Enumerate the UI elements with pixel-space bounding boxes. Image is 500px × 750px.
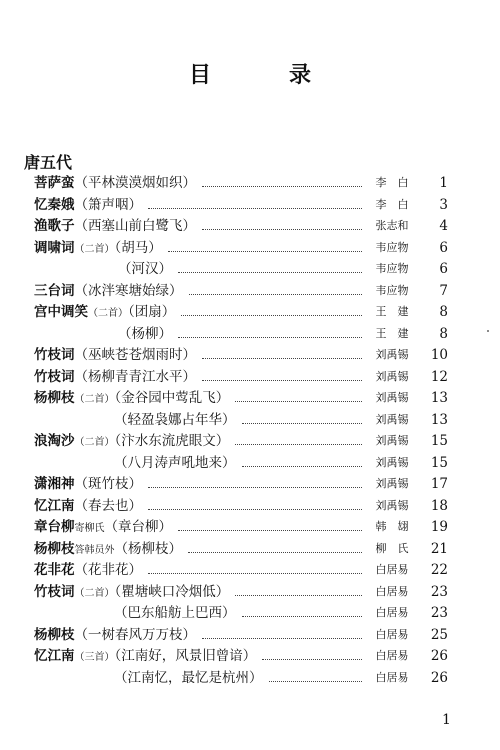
author-name: 白居易	[375, 627, 409, 641]
tune-name: 忆江南	[34, 497, 75, 514]
toc-entry	[0, 194, 500, 216]
author-name: 韩 翃	[375, 520, 409, 533]
page-ref: 10	[430, 347, 448, 363]
tune-note: 答韩员外	[74, 544, 115, 556]
toc-entry	[0, 215, 500, 237]
page-ref: 8	[439, 325, 448, 342]
first-line: （箫声咽）	[74, 196, 142, 213]
page-ref: 1	[439, 175, 448, 191]
author-name: 白居易	[375, 670, 409, 684]
toc-entry-title	[34, 432, 229, 452]
toc-entry-title	[34, 647, 256, 667]
toc-entry	[0, 430, 500, 452]
dot-leader	[178, 524, 362, 531]
dot-leader	[202, 352, 362, 359]
author-name: 刘禹锡	[375, 434, 409, 447]
toc-entry-title	[114, 454, 236, 472]
section-heading: 唐五代	[24, 153, 73, 172]
dot-leader	[235, 438, 362, 445]
first-line: （团扇）	[128, 304, 176, 320]
author-name: 白居易	[375, 584, 409, 598]
tune-name: 三台词	[34, 282, 75, 299]
toc-entry-title	[34, 626, 196, 644]
dot-leader	[202, 223, 362, 230]
tune-name: 杨柳枝	[34, 540, 75, 557]
tune-name: 竹枝词	[34, 347, 75, 363]
toc-entry	[0, 624, 500, 646]
toc-entry-title	[34, 196, 142, 214]
page-ref: 7	[439, 282, 448, 299]
toc-entry	[0, 581, 500, 603]
first-line: （杨柳枝）	[114, 540, 182, 557]
dot-leader	[235, 589, 362, 596]
dot-leader	[242, 610, 362, 617]
tune-note: （二首）	[74, 243, 115, 255]
author-name: 刘禹锡	[375, 391, 409, 404]
author-name: 张志和	[375, 219, 409, 232]
tune-name: 竹枝词	[34, 368, 75, 385]
author-name: 李 白	[375, 197, 409, 211]
tune-name: 调啸词	[34, 239, 75, 256]
page-ref: 4	[439, 218, 448, 234]
toc-entry	[0, 516, 500, 538]
toc-entry-title	[118, 325, 172, 343]
dot-leader	[242, 417, 362, 424]
page-ref: 15	[430, 433, 448, 449]
first-line: （瞿塘峡口冷烟低）	[114, 583, 230, 600]
dot-leader	[148, 503, 362, 510]
page-ref: 19	[430, 519, 448, 535]
author-name: 韦应物	[375, 262, 409, 275]
toc-entry-title	[34, 497, 142, 515]
first-line: （八月涛声吼地来）	[114, 454, 236, 471]
toc-entry-title	[114, 411, 236, 429]
author-name: 白居易	[375, 649, 409, 662]
first-line: （汴水东流虎眼文）	[114, 433, 230, 449]
toc-entry-title	[34, 239, 162, 259]
page-ref: 26	[430, 669, 448, 686]
toc-entry	[0, 344, 500, 366]
tune-name: 浪淘沙	[34, 433, 75, 449]
tune-name: 渔歌子	[34, 218, 75, 234]
toc-entry-title	[34, 518, 172, 538]
toc-entry-title	[34, 561, 142, 579]
dot-leader	[148, 202, 362, 209]
dot-leader	[202, 374, 362, 381]
tune-note: （二首）	[74, 587, 115, 599]
first-line: （章台柳）	[104, 519, 172, 535]
dot-leader	[148, 567, 362, 574]
dot-leader	[269, 675, 362, 682]
tune-name: 竹枝词	[34, 583, 75, 600]
toc-entry-title	[34, 282, 183, 300]
toc-entry	[0, 409, 500, 431]
first-line: （胡马）	[114, 239, 162, 256]
page-ref: 17	[430, 476, 448, 492]
toc-entry-title	[34, 303, 175, 323]
tune-note: （二首）	[74, 437, 115, 448]
first-line: （轻盈袅娜占年华）	[114, 411, 236, 428]
author-name: 刘禹锡	[375, 455, 409, 469]
tune-note: 寄柳氏	[74, 523, 105, 534]
toc-entry-title	[34, 583, 229, 603]
first-line: （春去也）	[74, 497, 142, 514]
author-name: 王 建	[375, 305, 409, 318]
tune-name: 杨柳枝	[34, 390, 75, 406]
dot-leader	[148, 481, 362, 488]
page-ref: 18	[430, 497, 448, 514]
toc-entry-title	[34, 174, 196, 192]
first-line: （冰泮寒塘始绿）	[74, 282, 183, 299]
page-ref: 6	[439, 239, 448, 256]
first-line: （一树春风万万枝）	[74, 626, 196, 643]
tune-name: 章台柳	[34, 519, 75, 535]
first-line: （江南好，风景旧曾谙）	[114, 648, 257, 664]
tune-name: 花非花	[34, 562, 75, 578]
page-ref: 13	[430, 390, 448, 406]
tune-name: 忆秦娥	[34, 196, 75, 213]
toc-entry	[0, 645, 500, 667]
tune-note: （二首）	[74, 394, 115, 405]
dot-leader	[189, 288, 362, 295]
page-ref: 23	[430, 583, 448, 600]
first-line: （杨柳青青江水平）	[74, 368, 196, 385]
dot-leader	[168, 245, 362, 252]
page-ref: 6	[439, 261, 448, 277]
toc-entry-title	[114, 604, 236, 622]
tune-name: 杨柳枝	[34, 626, 75, 643]
scan-speck	[487, 330, 489, 332]
toc-entry	[0, 667, 500, 689]
toc-entry	[0, 473, 500, 495]
first-line: （杨柳）	[118, 325, 172, 342]
dot-leader	[181, 309, 362, 316]
toc-entry	[0, 237, 500, 259]
dot-leader	[242, 460, 362, 467]
toc-entry	[0, 301, 500, 323]
first-line: （金谷园中莺乱飞）	[114, 390, 230, 406]
toc-entry-title	[34, 217, 196, 235]
first-line: （花非花）	[74, 562, 142, 578]
dot-leader	[188, 546, 362, 553]
dot-leader	[178, 266, 362, 273]
toc-entry	[0, 323, 500, 345]
toc-entry-title	[114, 669, 263, 687]
toc-entry	[0, 495, 500, 517]
page-ref: 22	[430, 562, 448, 578]
author-name: 刘禹锡	[375, 369, 409, 383]
toc-entry	[0, 452, 500, 474]
tune-note: （三首）	[74, 652, 115, 663]
toc-entry-title	[34, 389, 229, 409]
page-ref: 15	[430, 454, 448, 471]
tune-note: （二首）	[88, 308, 128, 319]
toc-entry	[0, 366, 500, 388]
first-line: （江南忆，最忆是杭州）	[114, 669, 263, 686]
toc-entry	[0, 258, 500, 280]
tune-name: 菩萨蛮	[34, 175, 75, 191]
toc-entry-title	[34, 540, 182, 560]
first-line: （巴东船舫上巴西）	[114, 605, 236, 621]
author-name: 韦应物	[375, 283, 409, 297]
author-name: 王 建	[375, 326, 409, 340]
toc-entry	[0, 172, 500, 194]
author-name: 韦应物	[375, 240, 409, 254]
first-line: （巫峡苍苍烟雨时）	[74, 347, 196, 363]
tune-name: 潇湘神	[34, 476, 75, 492]
dot-leader	[262, 653, 362, 660]
author-name: 柳 氏	[375, 541, 409, 555]
author-name: 刘禹锡	[375, 348, 409, 361]
toc-entry-title	[34, 346, 196, 364]
author-name: 白居易	[375, 563, 409, 576]
toc-entry	[0, 280, 500, 302]
dot-leader	[202, 180, 362, 187]
toc-entry	[0, 602, 500, 624]
page-ref: 26	[430, 648, 448, 664]
toc-entry	[0, 538, 500, 560]
page-ref: 13	[430, 411, 448, 428]
toc-entry	[0, 559, 500, 581]
dot-leader	[202, 632, 362, 639]
author-name: 李 白	[375, 176, 409, 189]
author-name: 刘禹锡	[375, 412, 409, 426]
page-ref: 12	[430, 368, 448, 385]
page-ref: 23	[430, 605, 448, 621]
page-ref: 25	[430, 626, 448, 643]
page-number: 1	[442, 712, 451, 728]
tune-name: 宫中调笑	[34, 304, 88, 320]
author-name: 刘禹锡	[375, 477, 409, 490]
toc-entry-title	[34, 475, 142, 493]
tune-name: 忆江南	[34, 648, 75, 664]
page-ref: 21	[430, 540, 448, 557]
page-title: 目 录	[188, 63, 339, 88]
dot-leader	[235, 395, 362, 402]
first-line: （西塞山前白鹭飞）	[74, 218, 196, 234]
dot-leader	[178, 331, 362, 338]
toc-entry-title	[118, 260, 172, 278]
author-name: 白居易	[375, 606, 409, 619]
toc-entry	[0, 387, 500, 409]
first-line: （斑竹枝）	[74, 476, 142, 492]
toc-list	[0, 172, 500, 688]
author-name: 刘禹锡	[375, 498, 409, 512]
first-line: （平林漠漠烟如织）	[74, 175, 196, 191]
toc-entry-title	[34, 368, 196, 386]
page-ref: 3	[439, 196, 448, 213]
first-line: （河汉）	[118, 261, 172, 277]
page-ref: 8	[439, 304, 448, 320]
